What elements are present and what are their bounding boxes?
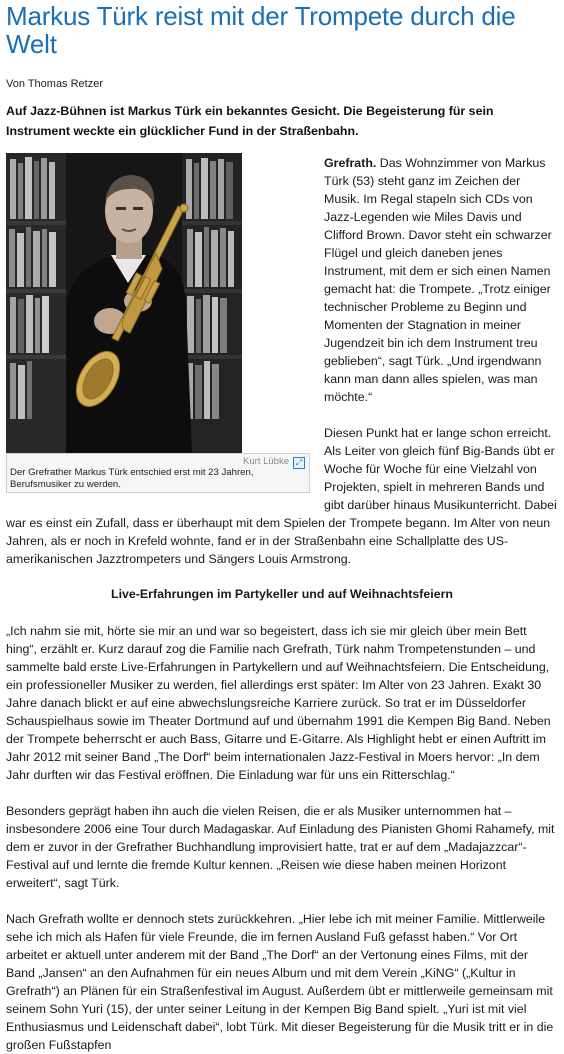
byline: Von Thomas Retzer: [6, 78, 104, 90]
paragraph-4: Besonders geprägt haben ihn auch die vielen Reisen, die er als Musiker unternommen hat – insbesondere 2006 eine Tour durch Madagaskar. Auf Einladung des Pianisten Ghomi Rahamefy, mit dem er zuvor in der Grefrather Buchhandlung improvisiert hatte, trat er auf dem „Madajazzcar“-Festival auf und lernte die fremde Kultur kennen. „Reisen wie diese haben meinen Horizont erweitert“, sagt Türk.: [6, 804, 555, 890]
expand-icon[interactable]: ⤢: [293, 457, 305, 469]
article-photo[interactable]: [6, 153, 242, 453]
photo-credit: Kurt Lübke: [243, 456, 289, 467]
article-figure: [6, 153, 310, 493]
paragraph-2: Diesen Punkt hat er lange schon erreicht. Als Leiter von gleich fünf Big-Bands übt er Woche für Woche für eine Vielzahl von Projekten, spielt in mehreren Bands und gibt darüber hinaus Musikunterricht. Dabei war es einst ein Zufall, dass er überhaupt mit dem Spielen der Trompete begann. Im Alter von neun Jahren, als er noch in Krefeld wohnte, fand er in der Straßenbahn eine Schallplatte des US-amerikanischen Jazztrompeters und Sängers Louis Armstrong.: [6, 426, 557, 566]
photo-caption: Der Grefrather Markus Türk entschied erst mit 23 Jahren, Berufsmusiker zu werden.: [10, 467, 254, 490]
paragraph-3: „Ich nahm sie mit, hörte sie mir an und war so begeistert, dass ich sie mir gleich über mein Bett hing“, erzählt er. Kurz darauf zog die Familie nach Grefrath, Türk nahm Trompetenstunden – und sammelte bald erste Live-Erfahrungen in Partykellern und auf Weihnachtsfeiern. Die Entscheidung, ein professioneller Musiker zu werden, fiel allerdings erst später: Im Alter von 23 Jahren. Exakt 30 Jahre danach blickt er auf eine abwechslungsreiche Karriere zurück. So trat er im Düsseldorfer Schauspielhaus sowie im Theater Dortmund auf und übernahm 1991 die Kempen Big Band. Neben der Trompete beherrscht er auch Bass, Gitarre und E-Gitarre. Als Highlight hebt er einen Auftritt im Jahr 2012 mit seiner Band „The Dorf“ beim internationalen Jazz-Festival in Moers hervor: „In dem Jahr durften wir das Festival eröffnen. Die Einladung war für uns ein Ritterschlag.“: [6, 624, 551, 782]
article-lead: Auf Jazz-Bühnen ist Markus Türk ein bekanntes Gesicht. Die Begeisterung für sein Instrument weckte ein glücklicher Fund in der Straßenbahn.: [6, 104, 494, 138]
section-subheading: Live-Erfahrungen im Partykeller und auf Weihnachtsfeiern: [111, 587, 453, 601]
trumpet-player-photo: [6, 153, 242, 453]
paragraph-5: Nach Grefrath wollte er dennoch stets zurückkehren. „Hier lebe ich mit meiner Familie. Mittlerweile sehe ich mich als Hafen für viele Freunde, die im fernen Ausland Fuß gefasst haben.“ Vor Ort arbeitet er aktuell unter anderem mit der Band „The Dorf“ an der Vertonung eines Films, mit der Band „Jansen“ an den Aufnahmen für ein neues Album und mit dem Verein „KiNG“ („Kultur in Grefrath“) an Plänen für ein Straßenfestival im August. Außerdem übt er mittlerweile gemeinsam mit seinem Sohn Yuri (15), der unter seiner Leitung in der Kempen Big Band spielt. „Yuri ist mit viel Enthusiasmus und Leidenschaft dabei“, lobt Türk. Mit dieser Begeisterung für die Musik tritt er in die großen Fußstapfen: [6, 912, 554, 1052]
figure-caption-box: [6, 453, 310, 493]
dateline: Grefrath.: [324, 156, 377, 170]
paragraph-1-text: Das Wohnzimmer von Markus Türk (53) steht ganz im Zeichen der Musik. Im Regal stapeln sich CDs von Jazz-Legenden wie Miles Davis und Clifford Brown. Davor steht ein schwarzer Flügel und gleich daneben jenes Instrument, mit dem er sich einen Namen gemacht hat: die Trompete. „Trotz einiger technischer Probleme zu Beginn und Momenten der Stagnation in meiner Jugendzeit bin ich dem Instrument treu geblieben“, sagt Türk. „Und irgendwann kann man dann alles spielen, was man möchte.“: [324, 156, 552, 404]
article-headline: Markus Türk reist mit der Trompete durch die Welt: [6, 1, 516, 59]
